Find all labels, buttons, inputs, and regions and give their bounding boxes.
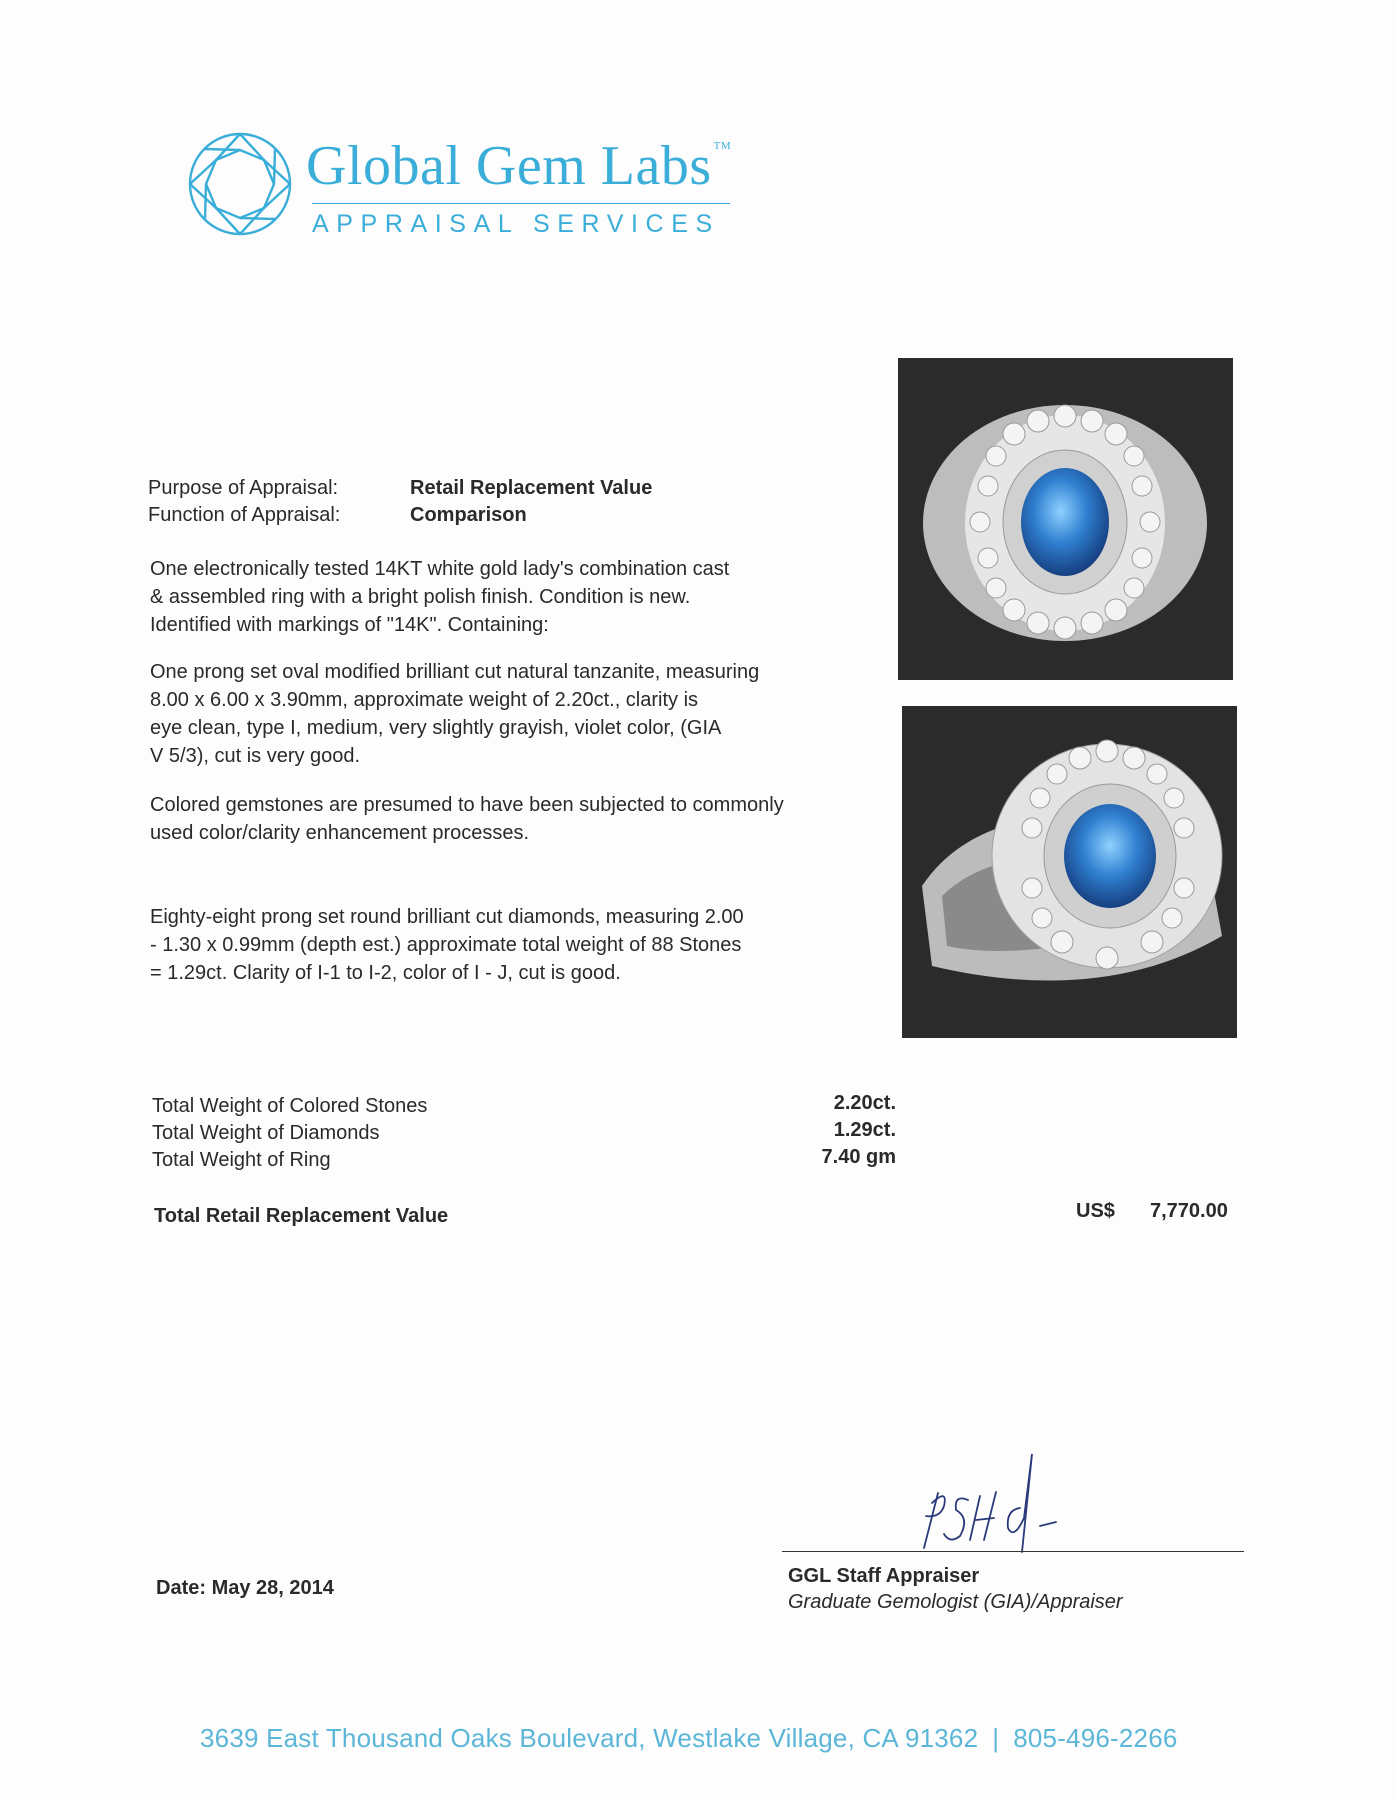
purpose-row xyxy=(148,477,652,500)
diamonds-weight-label: Total Weight of Diamonds xyxy=(152,1122,380,1144)
tanzanite-description xyxy=(150,658,759,770)
company-name: Global Gem Labs ™ xyxy=(306,135,732,197)
diamonds-description-line: = 1.29ct. Clarity of I-1 to I-2, color of I - J, cut is good. xyxy=(150,962,621,984)
function-label: Function of Appraisal: xyxy=(148,504,341,526)
totals-labels xyxy=(152,1093,427,1174)
totals-values xyxy=(810,1090,896,1171)
retail-value-amount: 7,770.00 xyxy=(1150,1200,1228,1222)
treatment-line: used color/clarity enhancement processes. xyxy=(150,822,530,844)
ring-description-line: Identified with markings of "14K". Containing: xyxy=(150,614,549,636)
currency-label: US$ xyxy=(1076,1200,1115,1222)
trademark-mark: TM xyxy=(713,140,732,152)
diamonds-description xyxy=(150,903,744,987)
appraisal-date: Date: May 28, 2014 xyxy=(156,1577,334,1599)
ring-weight-label: Total Weight of Ring xyxy=(152,1149,331,1171)
purpose-value: Retail Replacement Value xyxy=(410,477,653,499)
retail-value-label: Total Retail Replacement Value xyxy=(154,1205,449,1227)
footer-separator: | xyxy=(992,1723,1000,1753)
ring-description-line: One electronically tested 14KT white gold lady's combination cast xyxy=(150,558,730,580)
company-logo xyxy=(186,130,746,250)
tanzanite-description-line: One prong set oval modified brilliant cut natural tanzanite, measuring xyxy=(150,661,760,683)
diamonds-description-line: Eighty-eight prong set round brilliant cut diamonds, measuring 2.00 xyxy=(150,906,744,928)
tanzanite-description-line: 8.00 x 6.00 x 3.90mm, approximate weight of 2.20ct., clarity is xyxy=(150,689,699,711)
function-row xyxy=(148,504,527,527)
footer-address: 3639 East Thousand Oaks Boulevard, Westlake Village, CA 91362 xyxy=(200,1723,979,1753)
colored-stones-weight-label: Total Weight of Colored Stones xyxy=(152,1095,428,1117)
company-tagline: APPRAISAL SERVICES xyxy=(312,210,720,238)
ring-side-view-photo xyxy=(902,706,1237,1038)
appraiser-title: Graduate Gemologist (GIA)/Appraiser xyxy=(788,1591,1123,1613)
ring-weight-value: 7.40 gm xyxy=(821,1146,896,1168)
handwritten-signature xyxy=(910,1448,1080,1558)
treatment-disclosure xyxy=(150,791,784,847)
footer-contact xyxy=(200,1723,1178,1754)
footer-phone: 805-496-2266 xyxy=(1013,1723,1178,1753)
ring-side-view-image xyxy=(902,706,1237,1038)
treatment-line: Colored gemstones are presumed to have been subjected to commonly xyxy=(150,794,784,816)
logo-divider xyxy=(312,203,730,204)
function-value: Comparison xyxy=(410,504,527,526)
diamonds-weight-value: 1.29ct. xyxy=(833,1119,896,1141)
purpose-label: Purpose of Appraisal: xyxy=(148,477,339,499)
colored-stones-weight-value: 2.20ct. xyxy=(833,1092,896,1114)
ring-top-view-photo xyxy=(898,358,1233,680)
ring-description xyxy=(150,555,729,639)
ring-description-line: & assembled ring with a bright polish finish. Condition is new. xyxy=(150,586,691,608)
signature-line xyxy=(782,1551,1244,1552)
diamonds-description-line: - 1.30 x 0.99mm (depth est.) approximate total weight of 88 Stones xyxy=(150,934,742,956)
gem-logo-icon xyxy=(186,130,294,238)
appraiser-name: GGL Staff Appraiser xyxy=(788,1565,980,1587)
tanzanite-description-line: V 5/3), cut is very good. xyxy=(150,745,361,767)
ring-top-view-image xyxy=(898,358,1233,680)
tanzanite-description-line: eye clean, type I, medium, very slightly grayish, violet color, (GIA xyxy=(150,717,722,739)
